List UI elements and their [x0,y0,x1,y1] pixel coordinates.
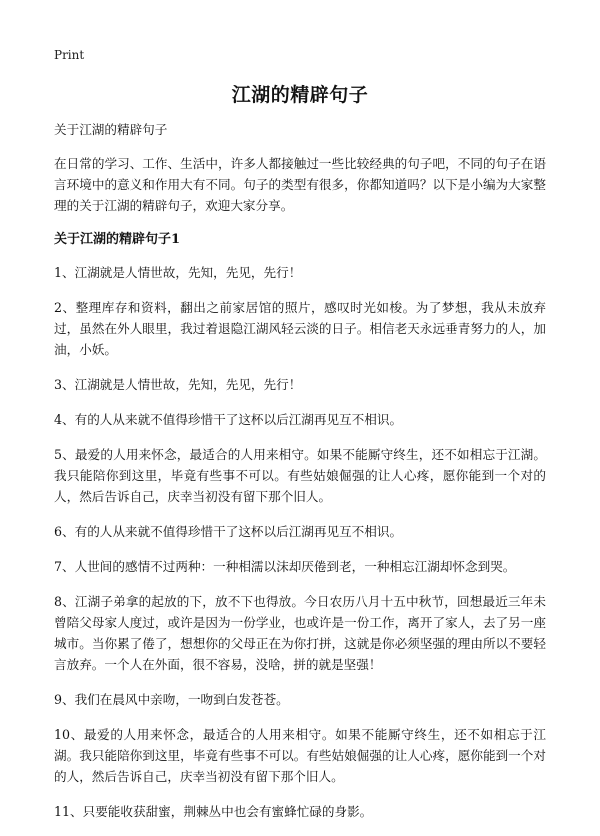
list-item: 6、有的人从来就不值得珍惜干了这杯以后江湖再见互不相识。 [54,524,403,539]
list-item: 7、人世间的感情不过两种：一种相濡以沫却厌倦到老，一种相忘江湖却怀念到哭。 [54,559,516,574]
intro-paragraph: 在日常的学习、工作、生活中，许多人都接触过一些比较经典的句子吧，不同的句子在语言环境中的意义和作用大有不同。句子的类型有很多，你都知道吗？以下是小编为大家整理的关于江湖的精辟句子，欢迎大家分享。 [54,156,546,213]
list-item: 8、江湖子弟拿的起放的下，放不下也得放。今日农历八月十五中秋节，回想最近三年未曾陪父母家人度过，或许是因为一份学业，也或许是一份工作，离开了家人，去了另一座城市。当你累了倦了，想想你的父母正在为你打拼，这就是你必须坚强的理由所以不要轻言放弃。一个人在外面，很不容易，没啥，拼的就是坚强！ [54,594,546,672]
list-item: 10、最爱的人用来怀念，最适合的人用来相守。如果不能厮守终生，还不如相忘于江湖。我只能陪你到这里，毕竟有些事不可以。有些姑娘倔强的让人心疼，愿你能到一个对的人，然后告诉自己，庆幸当初没有留下那个旧人。 [54,727,546,784]
document-body [54,120,546,836]
list-item: 2、整理库存和资料，翻出之前家居馆的照片，感叹时光如梭。为了梦想，我从未放弃过，虽然在外人眼里，我过着退隐江湖风轻云淡的日子。相信老天永远垂青努力的人，加油，小妖。 [54,300,546,357]
list-item: 4、有的人从来就不值得珍惜干了这杯以后江湖再见互不相识。 [54,412,403,427]
list-item: 1、江湖就是人情世故，先知，先见，先行！ [54,265,302,280]
section-heading: 关于江湖的精辟句子1 [54,232,181,247]
page-title: 江湖的精辟句子 [231,84,369,106]
print-link[interactable]: Print [54,48,85,62]
list-item: 9、我们在晨风中亲吻，一吻到白发苍苍。 [54,692,289,707]
list-item: 11、只要能收获甜蜜，荆棘丛中也会有蜜蜂忙碌的身影。 [54,804,373,819]
list-item: 3、江湖就是人情世故，先知，先见，先行！ [54,377,302,392]
list-item: 5、最爱的人用来怀念，最适合的人用来相守。如果不能厮守终生，还不如相忘于江湖。我只能陪你到这里，毕竟有些事不可以。有些姑娘倔强的让人心疼，愿你能到一个对的人，然后告诉自己，庆幸当初没有留下那个旧人。 [54,447,546,504]
document-subtitle: 关于江湖的精辟句子 [54,122,168,137]
